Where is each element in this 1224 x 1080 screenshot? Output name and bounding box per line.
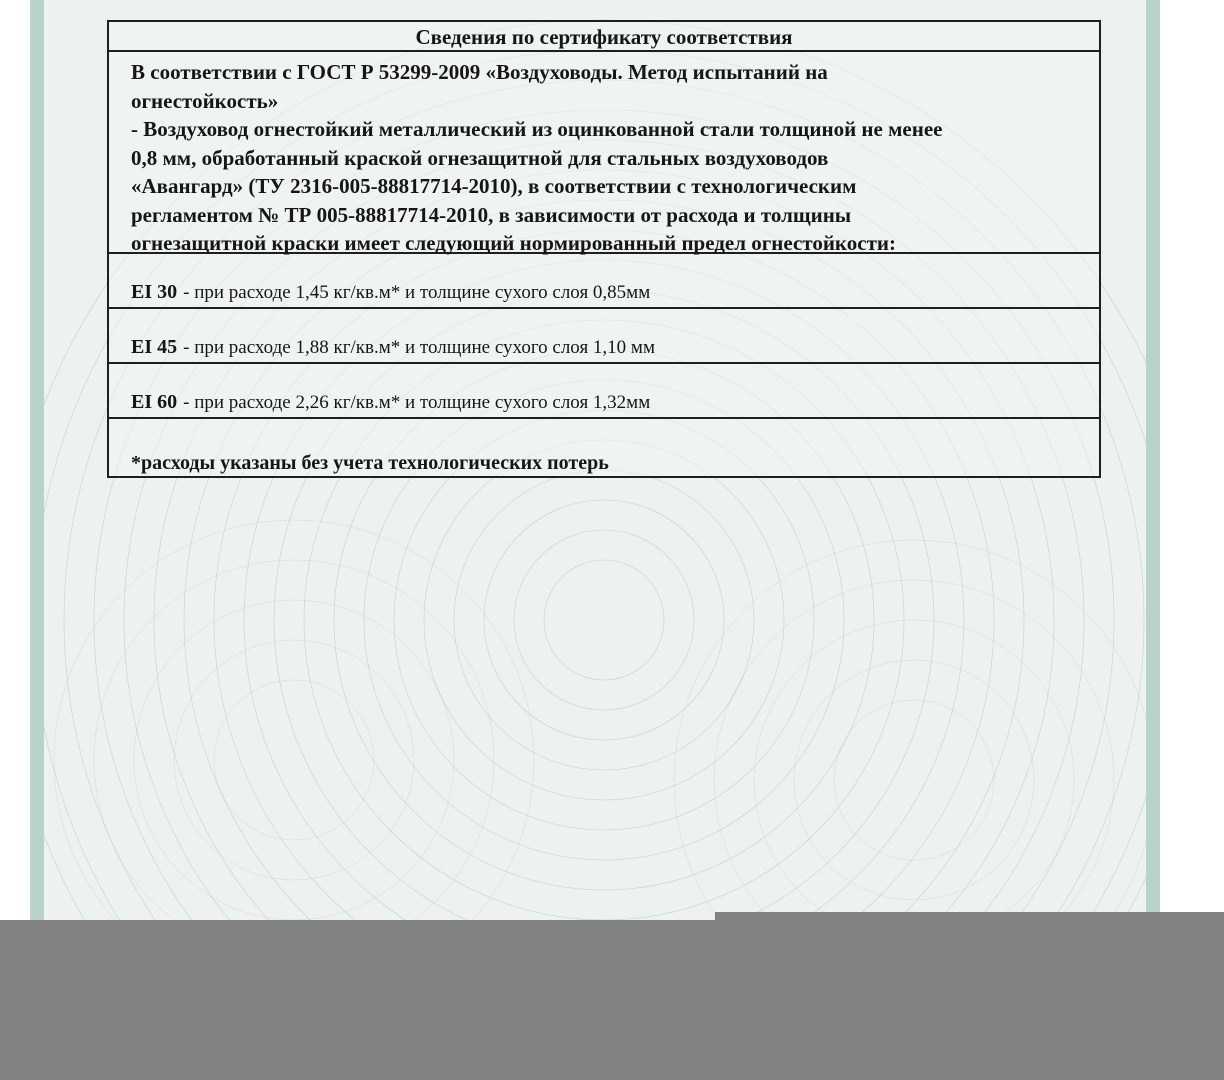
- intro-line: В соответствии с ГОСТ Р 53299-2009 «Воздуховоды. Метод испытаний на: [131, 60, 828, 84]
- redaction-band: [0, 920, 1224, 1080]
- fire-limit-row: [109, 254, 1099, 309]
- fire-limit-description: - при расходе 2,26 кг/кв.м* и толщине сухого слоя 1,32мм: [183, 392, 651, 413]
- footnote: *расходы указаны без учета технологических потерь: [131, 452, 609, 474]
- intro-line: регламентом № ТР 005-88817714-2010, в зависимости от расхода и толщины: [131, 202, 852, 227]
- left-ornamental-border: [30, 0, 44, 930]
- intro-line: огнестойкость»: [131, 88, 279, 113]
- fire-limit-description: - при расходе 1,45 кг/кв.м* и толщине сухого слоя 0,85мм: [183, 282, 651, 303]
- intro-line: «Авангард» (ТУ 2316-005-88817714-2010), в соответствии с технологическим: [131, 174, 857, 198]
- table-title: Сведения по сертификату соответствия: [109, 22, 1099, 52]
- certificate-info-table: [107, 20, 1101, 478]
- fire-limit-row: [109, 364, 1099, 419]
- fire-limit-description: - при расходе 1,88 кг/кв.м* и толщине сухого слоя 1,10 мм: [183, 337, 655, 358]
- standard-description: [109, 52, 1099, 254]
- right-ornamental-border: [1146, 0, 1160, 930]
- certificate-sheet: [30, 0, 1160, 930]
- fire-limit-code: EI 45: [131, 336, 178, 358]
- fire-limit-code: EI 30: [131, 281, 178, 303]
- fire-limit-row: [109, 309, 1099, 364]
- fire-limit-code: EI 60: [131, 391, 178, 413]
- intro-line: 0,8 мм, обработанный краской огнезащитной для стальных воздуховодов: [131, 145, 829, 170]
- intro-line: огнезащитной краски имеет следующий нормированный предел огнестойкости:: [131, 231, 896, 255]
- intro-line: - Воздуховод огнестойкий металлический из оцинкованной стали толщиной не менее: [131, 117, 943, 141]
